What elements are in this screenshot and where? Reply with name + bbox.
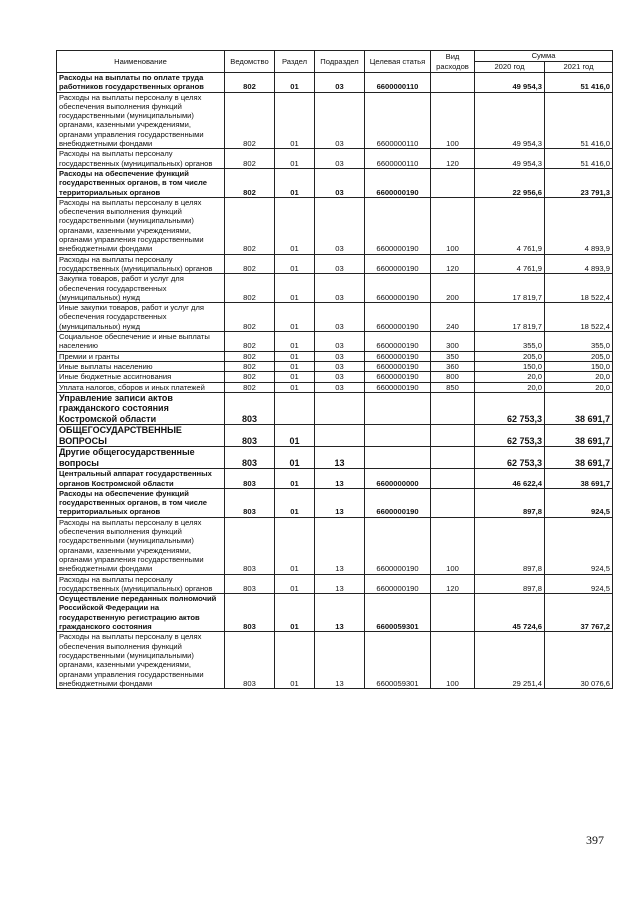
table-row bbox=[57, 303, 613, 332]
cell-vr: 240 bbox=[431, 303, 475, 332]
table-row bbox=[57, 447, 613, 469]
cell-y2020: 45 724,6 bbox=[475, 594, 545, 632]
cell-sub: 03 bbox=[315, 303, 365, 332]
cell-target: 6600000190 bbox=[365, 372, 431, 382]
cell-vr bbox=[431, 469, 475, 489]
cell-y2020: 4 761,9 bbox=[475, 197, 545, 254]
cell-sub: 03 bbox=[315, 254, 365, 274]
cell-vr bbox=[431, 594, 475, 632]
cell-dept: 802 bbox=[225, 372, 275, 382]
table-body bbox=[57, 73, 613, 689]
cell-target: 6600000000 bbox=[365, 469, 431, 489]
cell-sub: 13 bbox=[315, 469, 365, 489]
cell-target: 6600000190 bbox=[365, 274, 431, 303]
cell-sec: 01 bbox=[275, 574, 315, 594]
cell-vr: 360 bbox=[431, 361, 475, 371]
cell-y2020: 150,0 bbox=[475, 361, 545, 371]
budget-table-container bbox=[56, 50, 612, 689]
cell-y2021: 38 691,7 bbox=[545, 392, 613, 425]
cell-sub: 03 bbox=[315, 382, 365, 392]
cell-dept: 802 bbox=[225, 168, 275, 197]
table-row bbox=[57, 425, 613, 447]
cell-sec: 01 bbox=[275, 382, 315, 392]
cell-vr: 100 bbox=[431, 517, 475, 574]
cell-sub bbox=[315, 425, 365, 447]
cell-name: Расходы на обеспечение функций государственных органов, в том числе территориальных органов bbox=[57, 488, 225, 517]
cell-y2021: 150,0 bbox=[545, 361, 613, 371]
cell-y2021: 30 076,6 bbox=[545, 632, 613, 689]
cell-dept: 803 bbox=[225, 488, 275, 517]
cell-vr bbox=[431, 73, 475, 93]
header-name: Наименование bbox=[57, 51, 225, 73]
cell-vr: 120 bbox=[431, 254, 475, 274]
cell-name: Расходы на выплаты персоналу в целях обеспечения выполнения функций государственными (муниципальными) органами, казенными учреждениями, органами управления государственными внебюджетными фондами bbox=[57, 92, 225, 149]
cell-sec: 01 bbox=[275, 469, 315, 489]
table-row bbox=[57, 332, 613, 352]
cell-y2020: 205,0 bbox=[475, 351, 545, 361]
cell-sec: 01 bbox=[275, 73, 315, 93]
cell-target: 6600000190 bbox=[365, 488, 431, 517]
cell-sub: 13 bbox=[315, 632, 365, 689]
cell-y2021: 38 691,7 bbox=[545, 425, 613, 447]
cell-y2020: 62 753,3 bbox=[475, 392, 545, 425]
cell-name: Социальное обеспечение и иные выплаты населению bbox=[57, 332, 225, 352]
cell-y2020: 62 753,3 bbox=[475, 425, 545, 447]
cell-sub: 03 bbox=[315, 92, 365, 149]
cell-target: 6600000190 bbox=[365, 351, 431, 361]
cell-y2020: 20,0 bbox=[475, 382, 545, 392]
cell-y2021: 20,0 bbox=[545, 372, 613, 382]
cell-name: Центральный аппарат государственных органов Костромской области bbox=[57, 469, 225, 489]
cell-name: Премии и гранты bbox=[57, 351, 225, 361]
cell-y2021: 924,5 bbox=[545, 574, 613, 594]
cell-target: 6600000190 bbox=[365, 303, 431, 332]
cell-y2021: 23 791,3 bbox=[545, 168, 613, 197]
table-row bbox=[57, 594, 613, 632]
table-row bbox=[57, 392, 613, 425]
cell-name: Осуществление переданных полномочий Российской Федерации на государственную регистрацию актов гражданского состояния bbox=[57, 594, 225, 632]
cell-y2020: 355,0 bbox=[475, 332, 545, 352]
cell-vr: 100 bbox=[431, 92, 475, 149]
cell-target bbox=[365, 447, 431, 469]
cell-y2021: 38 691,7 bbox=[545, 447, 613, 469]
cell-dept: 803 bbox=[225, 594, 275, 632]
cell-target: 6600000190 bbox=[365, 574, 431, 594]
cell-vr: 120 bbox=[431, 574, 475, 594]
table-row bbox=[57, 149, 613, 169]
cell-target: 6600000190 bbox=[365, 254, 431, 274]
cell-target bbox=[365, 425, 431, 447]
cell-y2020: 22 956,6 bbox=[475, 168, 545, 197]
cell-name: Расходы на выплаты персоналу в целях обеспечения выполнения функций государственными (муниципальными) органами, казенными учреждениями, органами управления государственными внебюджетными фондами bbox=[57, 197, 225, 254]
cell-target: 6600000110 bbox=[365, 92, 431, 149]
cell-name: Иные закупки товаров, работ и услуг для обеспечения государственных (муниципальных) нужд bbox=[57, 303, 225, 332]
cell-vr bbox=[431, 488, 475, 517]
cell-sub: 03 bbox=[315, 351, 365, 361]
cell-y2021: 51 416,0 bbox=[545, 149, 613, 169]
cell-y2020: 897,8 bbox=[475, 488, 545, 517]
cell-target: 6600000110 bbox=[365, 73, 431, 93]
cell-y2020: 897,8 bbox=[475, 517, 545, 574]
cell-name: Расходы на обеспечение функций государственных органов, в том числе территориальных органов bbox=[57, 168, 225, 197]
header-year-2020: 2020 год bbox=[475, 62, 545, 73]
header-dept: Ведомство bbox=[225, 51, 275, 73]
cell-y2020: 17 819,7 bbox=[475, 303, 545, 332]
cell-y2020: 62 753,3 bbox=[475, 447, 545, 469]
cell-y2021: 38 691,7 bbox=[545, 469, 613, 489]
cell-name: Иные выплаты населению bbox=[57, 361, 225, 371]
cell-sec: 01 bbox=[275, 168, 315, 197]
cell-dept: 802 bbox=[225, 197, 275, 254]
cell-dept: 802 bbox=[225, 351, 275, 361]
cell-target: 6600000190 bbox=[365, 382, 431, 392]
header-exp-type: Вид расходов bbox=[431, 51, 475, 73]
cell-sec: 01 bbox=[275, 488, 315, 517]
header-section: Раздел bbox=[275, 51, 315, 73]
cell-y2021: 51 416,0 bbox=[545, 73, 613, 93]
cell-sec bbox=[275, 392, 315, 425]
cell-dept: 802 bbox=[225, 332, 275, 352]
cell-name: Расходы на выплаты персоналу государственных (муниципальных) органов bbox=[57, 149, 225, 169]
cell-dept: 802 bbox=[225, 149, 275, 169]
cell-y2021: 355,0 bbox=[545, 332, 613, 352]
cell-y2020: 17 819,7 bbox=[475, 274, 545, 303]
cell-name: Другие общегосударственные вопросы bbox=[57, 447, 225, 469]
budget-table bbox=[56, 50, 613, 689]
cell-dept: 803 bbox=[225, 425, 275, 447]
cell-y2021: 20,0 bbox=[545, 382, 613, 392]
table-row bbox=[57, 351, 613, 361]
table-row bbox=[57, 372, 613, 382]
cell-sub: 13 bbox=[315, 574, 365, 594]
cell-name: Расходы на выплаты персоналу в целях обеспечения выполнения функций государственными (муниципальными) органами, казенными учреждениями, органами управления государственными внебюджетными фондами bbox=[57, 632, 225, 689]
header-sum: Сумма bbox=[475, 51, 613, 62]
cell-vr: 300 bbox=[431, 332, 475, 352]
cell-y2020: 49 954,3 bbox=[475, 149, 545, 169]
cell-dept: 803 bbox=[225, 392, 275, 425]
table-row bbox=[57, 254, 613, 274]
cell-sec: 01 bbox=[275, 303, 315, 332]
table-row bbox=[57, 73, 613, 93]
cell-sec: 01 bbox=[275, 274, 315, 303]
table-row bbox=[57, 517, 613, 574]
cell-y2021: 4 893,9 bbox=[545, 197, 613, 254]
cell-y2020: 29 251,4 bbox=[475, 632, 545, 689]
cell-dept: 803 bbox=[225, 517, 275, 574]
cell-sec: 01 bbox=[275, 361, 315, 371]
table-row bbox=[57, 574, 613, 594]
cell-sub: 03 bbox=[315, 372, 365, 382]
cell-name: Расходы на выплаты персоналу государственных (муниципальных) органов bbox=[57, 574, 225, 594]
cell-vr: 100 bbox=[431, 197, 475, 254]
cell-target: 6600000190 bbox=[365, 517, 431, 574]
cell-sec: 01 bbox=[275, 372, 315, 382]
cell-dept: 803 bbox=[225, 632, 275, 689]
cell-y2021: 924,5 bbox=[545, 488, 613, 517]
cell-y2021: 37 767,2 bbox=[545, 594, 613, 632]
cell-dept: 802 bbox=[225, 92, 275, 149]
cell-sec: 01 bbox=[275, 425, 315, 447]
cell-vr: 850 bbox=[431, 382, 475, 392]
cell-sub: 03 bbox=[315, 197, 365, 254]
cell-dept: 802 bbox=[225, 254, 275, 274]
cell-y2020: 20,0 bbox=[475, 372, 545, 382]
cell-y2021: 51 416,0 bbox=[545, 92, 613, 149]
cell-name: ОБЩЕГОСУДАРСТВЕННЫЕ ВОПРОСЫ bbox=[57, 425, 225, 447]
header-target: Целевая статья bbox=[365, 51, 431, 73]
page-number: 397 bbox=[586, 833, 604, 847]
cell-sec: 01 bbox=[275, 351, 315, 361]
cell-sub: 13 bbox=[315, 447, 365, 469]
cell-target bbox=[365, 392, 431, 425]
cell-sec: 01 bbox=[275, 332, 315, 352]
cell-vr: 100 bbox=[431, 632, 475, 689]
cell-vr bbox=[431, 447, 475, 469]
cell-dept: 802 bbox=[225, 274, 275, 303]
cell-name: Расходы на выплаты по оплате труда работников государственных органов bbox=[57, 73, 225, 93]
cell-sub bbox=[315, 392, 365, 425]
cell-dept: 802 bbox=[225, 303, 275, 332]
header-year-2021: 2021 год bbox=[545, 62, 613, 73]
cell-y2021: 4 893,9 bbox=[545, 254, 613, 274]
cell-sub: 13 bbox=[315, 594, 365, 632]
cell-name: Расходы на выплаты персоналу в целях обеспечения выполнения функций государственными (муниципальными) органами, казенными учреждениями, органами управления государственными внебюджетными фондами bbox=[57, 517, 225, 574]
cell-y2020: 49 954,3 bbox=[475, 73, 545, 93]
cell-name: Управление записи актов гражданского состояния Костромской области bbox=[57, 392, 225, 425]
cell-sub: 13 bbox=[315, 488, 365, 517]
cell-name: Закупка товаров, работ и услуг для обеспечения государственных (муниципальных) нужд bbox=[57, 274, 225, 303]
cell-y2020: 46 622,4 bbox=[475, 469, 545, 489]
cell-sub: 03 bbox=[315, 73, 365, 93]
cell-sec: 01 bbox=[275, 254, 315, 274]
cell-sec: 01 bbox=[275, 517, 315, 574]
table-row bbox=[57, 488, 613, 517]
cell-target: 6600000190 bbox=[365, 168, 431, 197]
cell-sec: 01 bbox=[275, 149, 315, 169]
cell-target: 6600000190 bbox=[365, 332, 431, 352]
cell-vr bbox=[431, 168, 475, 197]
cell-y2021: 205,0 bbox=[545, 351, 613, 361]
cell-sub: 13 bbox=[315, 517, 365, 574]
cell-dept: 803 bbox=[225, 469, 275, 489]
cell-target: 6600000190 bbox=[365, 361, 431, 371]
table-row bbox=[57, 632, 613, 689]
cell-y2020: 897,8 bbox=[475, 574, 545, 594]
cell-name: Иные бюджетные ассигнования bbox=[57, 372, 225, 382]
cell-dept: 803 bbox=[225, 447, 275, 469]
cell-vr: 200 bbox=[431, 274, 475, 303]
cell-sub: 03 bbox=[315, 332, 365, 352]
cell-sec: 01 bbox=[275, 447, 315, 469]
header-subsection: Подраздел bbox=[315, 51, 365, 73]
cell-dept: 802 bbox=[225, 73, 275, 93]
table-row bbox=[57, 382, 613, 392]
cell-vr: 350 bbox=[431, 351, 475, 361]
cell-sec: 01 bbox=[275, 594, 315, 632]
cell-target: 6600059301 bbox=[365, 594, 431, 632]
cell-sub: 03 bbox=[315, 149, 365, 169]
cell-name: Расходы на выплаты персоналу государственных (муниципальных) органов bbox=[57, 254, 225, 274]
cell-y2020: 4 761,9 bbox=[475, 254, 545, 274]
cell-y2021: 18 522,4 bbox=[545, 274, 613, 303]
cell-y2021: 18 522,4 bbox=[545, 303, 613, 332]
cell-vr: 120 bbox=[431, 149, 475, 169]
cell-vr bbox=[431, 425, 475, 447]
table-row bbox=[57, 469, 613, 489]
cell-target: 6600000190 bbox=[365, 197, 431, 254]
cell-sec: 01 bbox=[275, 632, 315, 689]
cell-y2021: 924,5 bbox=[545, 517, 613, 574]
cell-target: 6600059301 bbox=[365, 632, 431, 689]
cell-name: Уплата налогов, сборов и иных платежей bbox=[57, 382, 225, 392]
table-row bbox=[57, 92, 613, 149]
cell-y2020: 49 954,3 bbox=[475, 92, 545, 149]
cell-sec: 01 bbox=[275, 92, 315, 149]
cell-target: 6600000110 bbox=[365, 149, 431, 169]
cell-sec: 01 bbox=[275, 197, 315, 254]
table-row bbox=[57, 361, 613, 371]
cell-dept: 802 bbox=[225, 361, 275, 371]
table-row bbox=[57, 168, 613, 197]
cell-vr bbox=[431, 392, 475, 425]
cell-sub: 03 bbox=[315, 168, 365, 197]
cell-sub: 03 bbox=[315, 361, 365, 371]
table-row bbox=[57, 197, 613, 254]
cell-sub: 03 bbox=[315, 274, 365, 303]
cell-dept: 802 bbox=[225, 382, 275, 392]
table-row bbox=[57, 274, 613, 303]
cell-dept: 803 bbox=[225, 574, 275, 594]
cell-vr: 800 bbox=[431, 372, 475, 382]
